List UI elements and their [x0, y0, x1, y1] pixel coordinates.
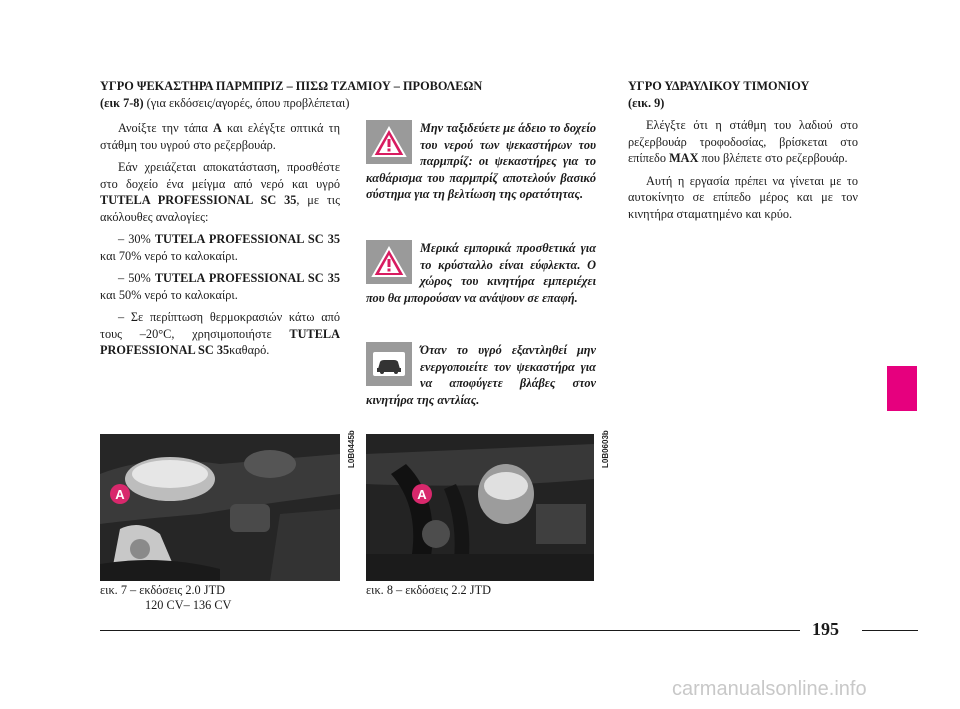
mixture-50: – 50% TUTELA PROFESSIONAL SC 35 και 50% νερό το καλοκαίρι.	[100, 271, 340, 302]
figure-reference: (εικ. 9)	[628, 95, 665, 110]
figure-8-caption: εικ. 8 – εκδόσεις 2.2 JTD	[366, 583, 491, 597]
info-box-3	[366, 342, 596, 408]
figure-code: L0B0603b	[601, 430, 610, 468]
section-title: ΥΓΡΟ ΨΕΚΑΣΤΗΡΑ ΠΑΡΜΠΡΙΖ – ΠΙΣΩ ΤΖΑΜΙΟΥ – ΠΡΟΒΟΛΕΩΝ	[100, 79, 483, 93]
column-1-body	[100, 120, 340, 359]
section-title: ΥΓΡΟ ΥΔΡΑΥΛΙΚΟΥ ΤΙΜΟΝΙΟΥ	[628, 79, 810, 93]
paragraph-2: Εάν χρειάζεται αποκατάσταση, προσθέστε στο δοχείο ένα μείγμα από νερό και υγρό TUTELA PROFESSIONAL SC 35, με τις ακόλουθες αναλογίες:	[100, 160, 340, 224]
mixture-30: – 30% TUTELA PROFESSIONAL SC 35 και 70% νερό το καλοκαίρι.	[100, 232, 340, 263]
warning-text-2: Μερικά εμπορικά προσθετικά για το κρύσταλλο είναι εύφλεκτα. Ο χώρος του κινητήρα εμπεριέχει που θα μπορούσαν να ανάψουν σε επαφή.	[366, 241, 596, 305]
figure-marker: A	[412, 484, 432, 504]
watermark: carmanualsonline.info	[672, 678, 867, 700]
car-icon	[366, 342, 412, 386]
paragraph-1: Ανοίξτε την τάπα A και ελέγξτε οπτικά τη στάθμη του υγρού στο ρεζερβουάρ.	[100, 121, 340, 152]
section-power-steering-fluid	[628, 78, 858, 222]
figure-8-photo	[366, 434, 594, 581]
reference-note: (για εκδόσεις/αγορές, όπου προβλέπεται)	[143, 95, 350, 110]
section-wiper-fluid-heading	[100, 78, 600, 111]
figure-reference: (εικ 7-8)	[100, 95, 144, 110]
warning-box-2	[366, 240, 596, 306]
figure-7-photo	[100, 434, 340, 581]
footer-rule-right	[862, 630, 918, 631]
paragraph-1: Ελέγξτε ότι η στάθμη του λαδιού στο ρεζερβουάρ τροφοδοσίας, βρίσκεται στο επίπεδο MAX που βλέπετε στο ρεζερβουάρ.	[628, 118, 858, 165]
footer-rule-left	[100, 630, 800, 631]
mixture-pure: – Σε περίπτωση θερμοκρασιών κάτω από τους –20°C, χρησιμοποιήστε TUTELA PROFESSIONAL SC 35καθαρό.	[100, 310, 340, 357]
warning-triangle-icon	[366, 240, 412, 284]
figure-marker: A	[110, 484, 130, 504]
warning-text-1: Μην ταξιδεύετε με άδειο το δοχείο του νερού των ψεκαστήρων του παρμπρίζ: οι ψεκαστήρες για το καθάρισμα του παρμπρίζ αποτελούν βασικό σύστημα για τη βελτίωση της ορατότητας.	[366, 121, 596, 201]
page-number: 195	[812, 619, 839, 639]
figure-7-caption: εικ. 7 – εκδόσεις 2.0 JTD 120 CV– 136 CV	[100, 583, 232, 612]
warning-triangle-icon	[366, 120, 412, 164]
warning-box-1	[366, 120, 596, 203]
paragraph-2: Αυτή η εργασία πρέπει να γίνεται με το αυτοκίνητο σε επίπεδο μέρος και με τον κινητήρα σταματημένο και κρύο.	[628, 173, 858, 221]
info-text-3: Όταν το υγρό εξαντληθεί μην ενεργοποιείτε τον ψεκαστήρα για να αποφύγετε βλάβες στον κινητήρα της αντλίας.	[366, 343, 596, 407]
chapter-tab	[887, 366, 917, 411]
figure-code: L0B0445b	[347, 430, 356, 468]
